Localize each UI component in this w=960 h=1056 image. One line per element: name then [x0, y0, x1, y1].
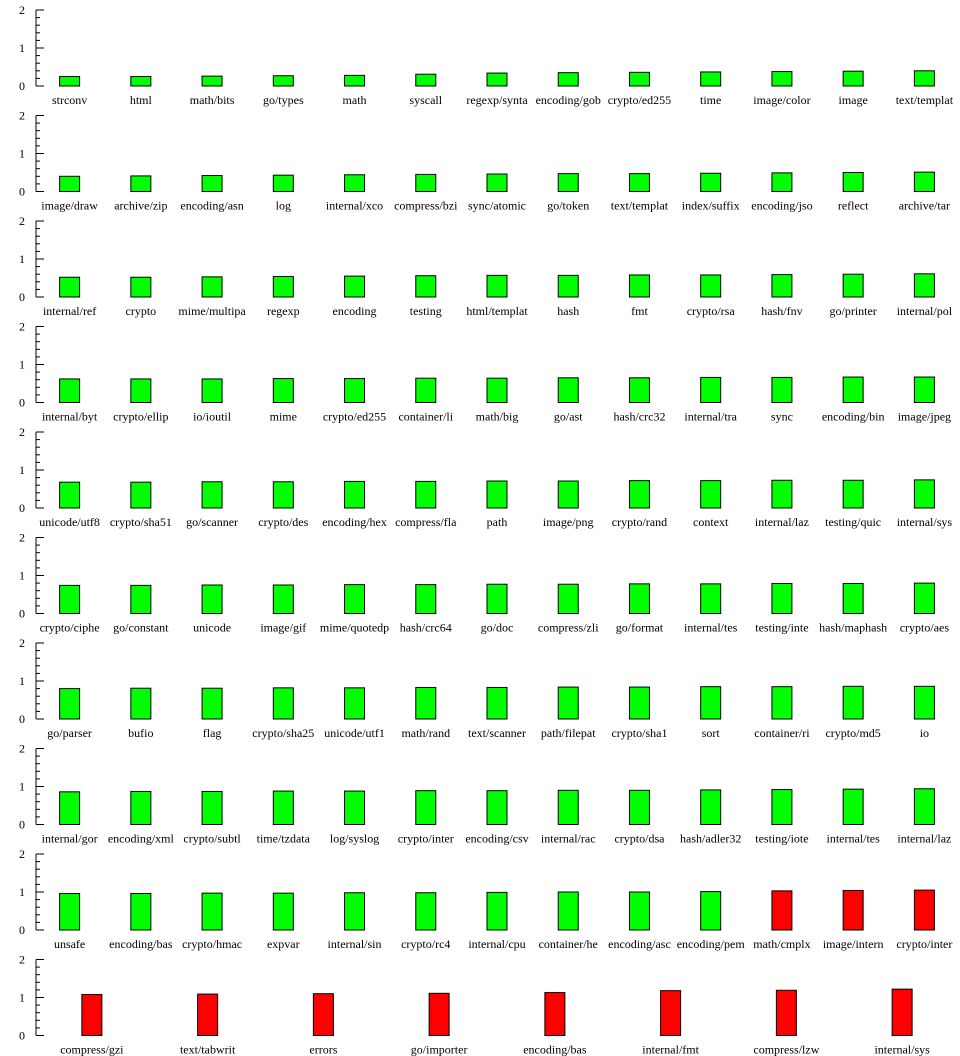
y-tick-label: 0 — [19, 1028, 25, 1043]
bar-compress-bzi — [416, 174, 436, 191]
y-tick-label: 1 — [19, 885, 25, 899]
bar-io — [914, 686, 934, 719]
category-label: crypto/ciphe — [39, 620, 100, 635]
category-label: image/jpeg — [897, 409, 952, 424]
bar-internal-ref — [60, 277, 80, 297]
bar-math-big — [487, 378, 507, 402]
category-label: expvar — [266, 937, 300, 951]
category-label: math — [342, 93, 367, 107]
bar-io-ioutil — [202, 379, 222, 403]
category-label: compress/gzi — [60, 1042, 124, 1056]
category-label: encoding/csv — [465, 831, 529, 846]
category-label: crypto/inter — [397, 831, 454, 846]
bar-regexp — [273, 276, 293, 297]
category-label: crypto — [125, 304, 157, 318]
category-label: compress/fla — [395, 515, 457, 529]
bar-image-png — [558, 481, 578, 508]
bar-path-filepat — [558, 687, 578, 719]
bar-strconv — [60, 77, 80, 87]
bar-text-tabwrit — [198, 994, 218, 1035]
category-label: text/scanner — [468, 726, 526, 740]
bar-regexp-synta — [487, 73, 507, 86]
category-label: hash/maphash — [819, 620, 888, 635]
category-label: go/format — [615, 620, 664, 635]
y-tick-label: 1 — [19, 357, 25, 372]
category-label: sync — [770, 409, 793, 424]
category-label: internal/pol — [896, 304, 953, 318]
category-label: encoding/asn — [180, 198, 244, 213]
category-label: crypto/dsa — [614, 831, 665, 846]
bar-container-he — [558, 892, 578, 930]
bar-go-ast — [558, 378, 578, 403]
bar-crypto-hmac — [202, 893, 222, 930]
category-label: html/templat — [466, 304, 528, 318]
bar-sync-atomic — [487, 174, 507, 191]
bar-internal-cpu — [487, 892, 507, 930]
category-label: strconv — [51, 93, 88, 107]
bar-go-parser — [60, 689, 80, 719]
bar-unicode-utf8 — [60, 482, 80, 508]
bar-testing-inte — [772, 583, 792, 613]
y-tick-label: 1 — [19, 146, 25, 161]
bar-crypto-inter — [416, 791, 436, 825]
category-label: encoding — [332, 304, 377, 318]
y-tick-label: 2 — [19, 319, 25, 334]
category-label: encoding/bas — [523, 1042, 587, 1056]
category-label: internal/laz — [754, 515, 809, 529]
category-label: crypto/ellip — [113, 409, 169, 424]
category-label: go/token — [547, 198, 590, 213]
category-label: go/printer — [829, 304, 877, 318]
category-label: io/ioutil — [193, 409, 232, 424]
bar-image-jpeg — [914, 377, 934, 402]
category-label: internal/tra — [684, 409, 738, 424]
bar-crypto-rsa — [701, 275, 721, 297]
bar-internal-tra — [701, 377, 721, 402]
category-label: crypto/inter — [896, 937, 953, 951]
bar-path — [487, 481, 507, 508]
category-label: internal/sin — [327, 937, 382, 951]
y-tick-label: 0 — [19, 817, 25, 832]
bar-encoding-hex — [345, 481, 365, 508]
category-label: archive/tar — [898, 198, 951, 213]
category-label: crypto/rc4 — [401, 937, 451, 951]
category-label: hash/adler32 — [680, 831, 742, 846]
bar-unicode — [202, 585, 222, 614]
y-tick-label: 2 — [19, 847, 25, 861]
category-label: crypto/rand — [611, 515, 668, 529]
category-label: time — [700, 93, 722, 107]
bar-encoding-jso — [772, 173, 792, 192]
bar-expvar — [273, 893, 293, 930]
bar-container-ri — [772, 687, 792, 719]
category-label: crypto/ed255 — [322, 409, 387, 424]
category-label: context — [693, 515, 729, 529]
category-label: encoding/pem — [676, 937, 745, 951]
bar-go-doc — [487, 584, 507, 613]
category-label: math/bits — [189, 93, 235, 107]
bar-encoding-pem — [701, 892, 721, 930]
category-label: unicode/utf1 — [324, 726, 385, 740]
y-tick-label: 0 — [19, 395, 25, 410]
bar-encoding-xml — [131, 791, 151, 824]
bar-go-format — [629, 584, 649, 614]
category-label: sort — [701, 726, 720, 740]
bar-crypto-dsa — [629, 790, 649, 824]
y-tick-label: 2 — [19, 530, 25, 545]
category-label: unicode — [193, 620, 232, 635]
bar-compress-lzw — [776, 990, 796, 1035]
bar-image-intern — [843, 890, 863, 930]
y-tick-label: 2 — [19, 425, 25, 439]
bar-log — [273, 175, 293, 191]
bar-go-scanner — [202, 482, 222, 508]
category-label: crypto/ed255 — [607, 93, 672, 107]
bar-crypto-ed255 — [345, 379, 365, 403]
bar-mime-quotedp — [345, 585, 365, 614]
category-label: image — [838, 93, 868, 107]
category-label: go/constant — [113, 620, 169, 635]
bar-internal-tes — [701, 584, 721, 614]
category-label: go/parser — [47, 726, 92, 740]
category-label: text/templat — [895, 93, 954, 107]
category-label: math/rand — [401, 726, 451, 740]
category-label: go/doc — [480, 620, 514, 635]
bar-encoding-bas — [131, 894, 151, 930]
bar-crypto-ed255 — [629, 72, 649, 86]
category-label: internal/cpu — [468, 937, 526, 951]
bar-encoding-asn — [202, 176, 222, 192]
y-tick-label: 1 — [19, 779, 25, 794]
category-label: image/gif — [260, 620, 307, 635]
bar-container-li — [416, 378, 436, 402]
category-label: internal/xco — [325, 198, 384, 213]
bar-index-suffix — [701, 173, 721, 191]
bar-internal-sys — [892, 989, 912, 1035]
bar-internal-sys — [914, 480, 934, 508]
bar-crypto-inter — [914, 890, 934, 930]
bar-time-tzdata — [273, 791, 293, 824]
category-label: fmt — [631, 304, 648, 318]
category-label: encoding/gob — [535, 93, 601, 107]
category-label: time/tzdata — [256, 831, 310, 846]
category-label: mime/quotedp — [319, 620, 390, 635]
category-label: crypto/sha25 — [252, 726, 315, 740]
bar-image-draw — [60, 176, 80, 191]
category-label: go/importer — [410, 1042, 468, 1056]
bar-hash-maphash — [843, 583, 863, 613]
bar-errors — [313, 994, 333, 1036]
bar-crypto — [131, 277, 151, 297]
bar-internal-fmt — [661, 991, 681, 1036]
category-label: crypto/aes — [899, 620, 950, 635]
bar-image — [843, 71, 863, 86]
category-label: encoding/bas — [109, 937, 173, 951]
category-label: crypto/sha51 — [109, 515, 172, 529]
category-label: syscall — [409, 93, 443, 107]
category-label: path — [486, 515, 508, 529]
bar-crypto-rand — [629, 481, 649, 508]
y-tick-label: 1 — [19, 41, 25, 55]
category-label: regexp — [266, 304, 300, 318]
bar-crypto-ciphe — [60, 585, 80, 613]
bar-unsafe — [60, 894, 80, 930]
y-tick-label: 2 — [19, 214, 25, 228]
category-label: index/suffix — [681, 198, 740, 213]
bar-crypto-md5 — [843, 686, 863, 719]
category-label: container/he — [538, 937, 598, 951]
bar-internal-sin — [345, 893, 365, 930]
bar-image-gif — [273, 585, 293, 614]
category-label: unicode/utf8 — [39, 515, 100, 529]
y-tick-label: 2 — [19, 3, 25, 17]
category-label: mime/multipa — [178, 304, 246, 318]
bar-html — [131, 77, 151, 87]
category-label: math/cmplx — [753, 937, 811, 951]
bar-testing-iote — [772, 790, 792, 825]
category-label: mime — [269, 409, 297, 424]
category-label: flag — [202, 726, 222, 740]
category-label: encoding/jso — [751, 198, 813, 213]
bar-sync — [772, 377, 792, 402]
category-label: go/types — [262, 93, 304, 107]
bar-go-importer — [429, 993, 449, 1035]
bar-reflect — [843, 173, 863, 192]
category-label: hash/fnv — [761, 304, 803, 318]
category-label: archive/zip — [114, 198, 168, 213]
category-label: internal/tes — [826, 831, 880, 846]
bar-crypto-aes — [914, 583, 934, 613]
category-label: unsafe — [53, 937, 86, 951]
bar-internal-gor — [60, 792, 80, 825]
y-tick-label: 2 — [19, 952, 25, 967]
category-label: html — [129, 93, 152, 107]
y-tick-label: 1 — [19, 674, 25, 688]
category-label: path/filepat — [540, 726, 596, 740]
category-label: image/png — [542, 515, 594, 529]
category-label: internal/rac — [540, 831, 596, 846]
y-tick-label: 1 — [19, 990, 25, 1005]
y-tick-label: 0 — [19, 712, 25, 726]
bar-testing-quic — [843, 480, 863, 508]
category-label: text/tabwrit — [179, 1042, 236, 1056]
bar-math-rand — [416, 687, 436, 719]
category-label: compress/zli — [537, 620, 599, 635]
category-label: container/ri — [754, 726, 810, 740]
bar-hash-fnv — [772, 275, 792, 297]
category-label: hash — [557, 304, 580, 318]
y-tick-label: 0 — [19, 606, 25, 621]
category-label: regexp/synta — [466, 93, 528, 107]
bar-encoding-csv — [487, 791, 507, 825]
category-label: encoding/hex — [322, 515, 387, 529]
category-label: hash/crc64 — [399, 620, 452, 635]
bar-log-syslog — [345, 791, 365, 824]
category-label: internal/laz — [897, 831, 952, 846]
bar-context — [701, 481, 721, 508]
category-label: container/li — [398, 409, 454, 424]
bar-encoding-bas — [545, 993, 565, 1036]
bar-archive-tar — [914, 172, 934, 191]
category-label: errors — [309, 1042, 338, 1056]
category-label: internal/tes — [684, 620, 738, 635]
bar-internal-byt — [60, 379, 80, 403]
bar-internal-pol — [914, 274, 934, 297]
bar-flag — [202, 688, 222, 719]
bar-internal-rac — [558, 790, 578, 824]
bar-internal-xco — [345, 175, 365, 192]
y-tick-label: 1 — [19, 252, 25, 266]
bar-go-token — [558, 174, 578, 192]
bar-math-bits — [202, 76, 222, 86]
category-label: crypto/md5 — [825, 726, 881, 740]
bar-testing — [416, 276, 436, 297]
category-label: testing/iote — [755, 831, 809, 846]
bar-math — [345, 75, 365, 86]
bar-hash-adler32 — [701, 790, 721, 825]
bar-text-templat — [914, 71, 934, 86]
y-tick-label: 2 — [19, 108, 25, 123]
category-label: hash/crc32 — [613, 409, 666, 424]
bar-encoding-bin — [843, 377, 863, 402]
category-label: go/scanner — [186, 515, 239, 529]
category-label: go/ast — [553, 409, 583, 424]
bar-crypto-subtl — [202, 791, 222, 824]
bar-hash — [558, 275, 578, 297]
bar-archive-zip — [131, 176, 151, 192]
bar-encoding-gob — [558, 73, 578, 86]
category-label: testing/inte — [755, 620, 809, 635]
category-label: compress/bzi — [394, 198, 458, 213]
bar-go-constant — [131, 585, 151, 613]
category-label: encoding/bin — [821, 409, 885, 424]
category-label: testing/quic — [825, 515, 882, 529]
category-label: reflect — [837, 198, 869, 213]
bar-mime-multipa — [202, 277, 222, 297]
y-tick-label: 1 — [19, 568, 25, 583]
category-label: crypto/sha1 — [611, 726, 668, 740]
bar-go-types — [273, 76, 293, 86]
bar-html-templat — [487, 275, 507, 297]
bar-image-color — [772, 72, 792, 86]
category-label: image/intern — [822, 937, 884, 951]
bar-crypto-des — [273, 482, 293, 508]
bar-crypto-ellip — [131, 379, 151, 403]
bar-internal-laz — [772, 480, 792, 508]
category-label: compress/lzw — [753, 1042, 820, 1056]
bar-internal-tes — [843, 789, 863, 824]
category-label: crypto/subtl — [183, 831, 241, 846]
category-label: crypto/des — [258, 515, 309, 529]
category-label: internal/fmt — [642, 1042, 699, 1056]
y-tick-label: 0 — [19, 501, 25, 515]
category-label: encoding/asc — [608, 937, 671, 951]
y-tick-label: 2 — [19, 636, 25, 650]
y-tick-label: 0 — [19, 923, 25, 937]
bar-go-printer — [843, 274, 863, 297]
y-tick-label: 2 — [19, 741, 25, 756]
category-label: testing — [409, 304, 442, 318]
bar-fmt — [629, 275, 649, 297]
category-label: internal/sys — [896, 515, 953, 529]
bar-text-templat — [629, 174, 649, 192]
category-label: crypto/rsa — [686, 304, 735, 318]
category-label: image/color — [753, 93, 811, 107]
category-label: crypto/hmac — [182, 937, 243, 951]
bar-crypto-sha25 — [273, 688, 293, 719]
category-label: io — [919, 726, 930, 740]
bar-compress-gzi — [82, 994, 102, 1035]
y-tick-label: 0 — [19, 79, 25, 93]
bar-internal-laz — [914, 789, 934, 825]
bar-sort — [701, 687, 721, 719]
bar-time — [701, 72, 721, 86]
category-label: text/templat — [610, 198, 669, 213]
bar-crypto-rc4 — [416, 893, 436, 930]
category-label: internal/byt — [41, 409, 98, 424]
category-label: internal/sys — [874, 1042, 930, 1056]
bar-mime — [273, 379, 293, 403]
y-tick-label: 0 — [19, 184, 25, 199]
category-label: internal/ref — [42, 304, 97, 318]
category-label: bufio — [128, 726, 154, 740]
bar-syscall — [416, 74, 436, 86]
bar-encoding-asc — [629, 892, 649, 930]
bar-hash-crc32 — [629, 378, 649, 403]
bar-hash-crc64 — [416, 585, 436, 614]
category-label: sync/atomic — [468, 198, 526, 213]
category-label: math/big — [475, 409, 519, 424]
bar-text-scanner — [487, 687, 507, 719]
bar-math-cmplx — [772, 891, 792, 930]
bar-unicode-utf1 — [345, 688, 365, 719]
category-label: encoding/xml — [107, 831, 174, 846]
y-tick-label: 1 — [19, 463, 25, 477]
bar-crypto-sha51 — [131, 482, 151, 508]
category-label: image/draw — [41, 198, 98, 213]
bar-crypto-sha1 — [629, 687, 649, 719]
bar-compress-fla — [416, 481, 436, 508]
category-label: log/syslog — [329, 831, 380, 846]
category-label: log — [275, 198, 291, 213]
bar-compress-zli — [558, 584, 578, 613]
bar-bufio — [131, 688, 151, 719]
y-tick-label: 0 — [19, 290, 25, 304]
category-label: internal/gor — [41, 831, 98, 846]
bar-encoding — [345, 276, 365, 297]
